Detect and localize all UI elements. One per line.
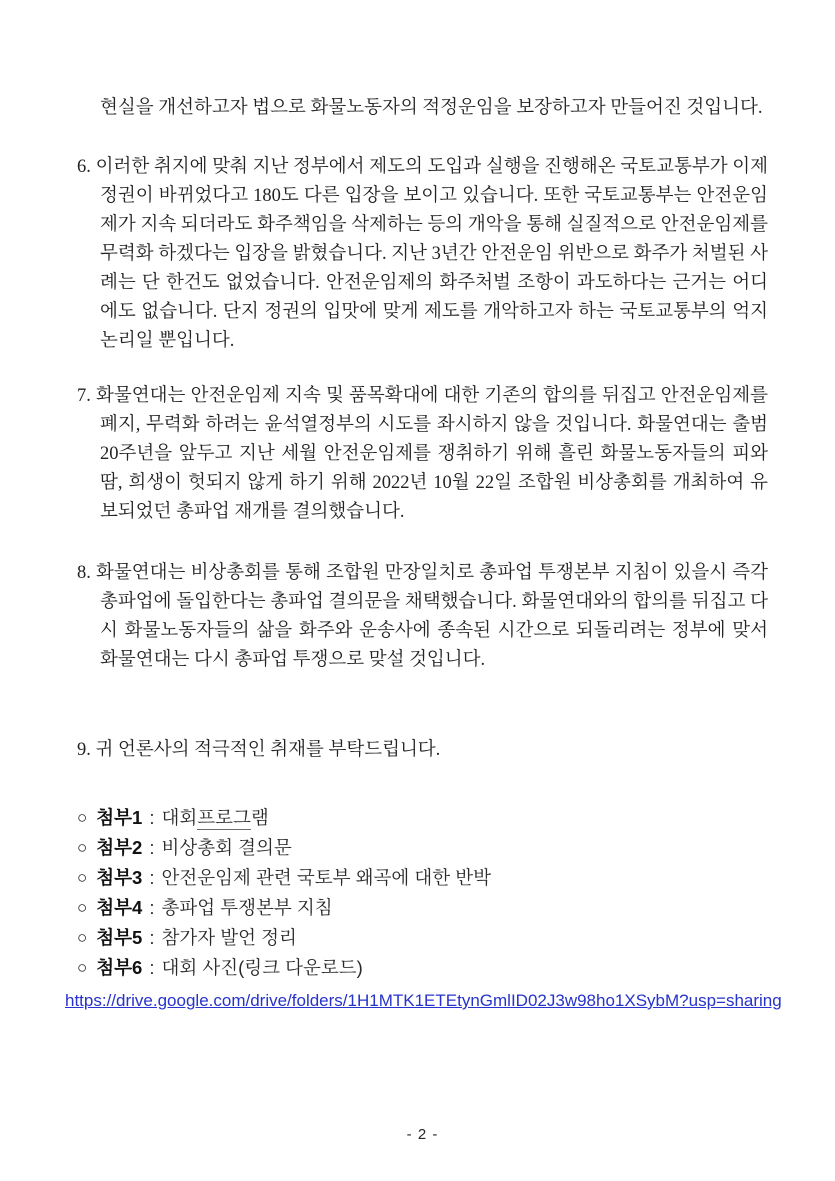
paragraph-9-text: 귀 언론사의 적극적인 취재를 부탁드립니다. bbox=[95, 740, 441, 760]
attachment-row-2 bbox=[77, 833, 768, 863]
attachment-6-label: 첨부6 bbox=[96, 957, 143, 978]
paragraph-7-text: 화물연대는 안전운임제 지속 및 품목확대에 대한 기존의 합의를 뒤집고 안전운임제를 폐지, 무력화 하려는 윤석열정부의 시도를 좌시하지 않을 것입니다. 화물연대는 출범 20주년을 앞두고 지난 세월 안전운임제를 쟁취하기 위해 흘린 화물노동자들의 피와 땀, 희생이 헛되지 않게 하기 위해 2022년 10월 22일 조합원 비상총회를 개최하여 유보되었던 총파업 재개를 결의했습니다. bbox=[96, 386, 768, 522]
attachment-3-label: 첨부3 bbox=[96, 867, 143, 888]
paragraph-8-number: 8. bbox=[77, 563, 97, 583]
circle-bullet-icon: ○ bbox=[77, 928, 88, 947]
paragraph-7 bbox=[77, 382, 768, 527]
paragraph-9 bbox=[77, 736, 768, 765]
attachment-4-text: 총파업 투쟁본부 지침 bbox=[161, 897, 333, 918]
intro-continuation-line: 현실을 개선하고자 법으로 화물노동자의 적정운임을 보장하고자 만들어진 것입니다. bbox=[100, 98, 763, 118]
attachment-1-text bbox=[161, 807, 268, 830]
drive-link-line bbox=[65, 988, 782, 1014]
paragraph-6-number: 6. bbox=[77, 157, 96, 177]
attachment-separator: : bbox=[149, 837, 155, 858]
paragraph-8 bbox=[77, 559, 768, 675]
attachment-separator: : bbox=[149, 927, 155, 948]
attachment-row-3 bbox=[77, 863, 768, 893]
attachment-row-4 bbox=[77, 893, 768, 923]
paragraph-9-number: 9. bbox=[77, 740, 96, 760]
attachment-row-5 bbox=[77, 923, 768, 953]
attachment-1-text-post: 램 bbox=[250, 807, 269, 828]
circle-bullet-icon: ○ bbox=[77, 958, 88, 977]
attachment-2-text: 비상총회 결의문 bbox=[161, 837, 292, 858]
attachment-row-1 bbox=[77, 803, 768, 833]
attachment-separator: : bbox=[149, 897, 155, 918]
circle-bullet-icon: ○ bbox=[77, 868, 88, 887]
paragraph-6 bbox=[77, 153, 768, 356]
attachment-separator: : bbox=[149, 807, 155, 828]
attachment-2-label: 첨부2 bbox=[96, 837, 143, 858]
attachment-1-text-pre: 대회 bbox=[161, 807, 198, 828]
circle-bullet-icon: ○ bbox=[77, 898, 88, 917]
attachment-list bbox=[77, 803, 768, 983]
circle-bullet-icon: ○ bbox=[77, 838, 88, 857]
attachment-separator: : bbox=[149, 867, 155, 888]
attachment-5-text: 참가자 발언 정리 bbox=[161, 927, 297, 948]
attachment-row-6 bbox=[77, 953, 768, 983]
attachment-1-label: 첨부1 bbox=[96, 807, 143, 828]
drive-folder-link[interactable]: https://drive.google.com/drive/folders/1H1MTK1ETEtynGmlID02J3w98ho1XSybM?usp=sharing bbox=[65, 991, 782, 1010]
page-number: - 2 - bbox=[406, 1126, 439, 1143]
attachment-separator: : bbox=[149, 957, 155, 978]
attachment-4-label: 첨부4 bbox=[96, 897, 143, 918]
paragraph-6-text: 이러한 취지에 맞춰 지난 정부에서 제도의 도입과 실행을 진행해온 국토교통부가 이제 정권이 바뀌었다고 180도 다른 입장을 보이고 있습니다. 또한 국토교통부는 안전운임제가 지속 되더라도 화주책임을 삭제하는 등의 개악을 통해 실질적으로 안전운임제를 무력화 하겠다는 입장을 밝혔습니다. 지난 3년간 안전운임 위반으로 화주가 처벌된 사례는 단 한건도 없었습니다. 안전운임제의 화주처벌 조항이 과도하다는 근거는 어디에도 없습니다. 단지 정권의 입맛에 맞게 제도를 개악하고자 하는 국토교통부의 억지 논리일 뿐입니다. bbox=[95, 157, 768, 351]
circle-bullet-icon: ○ bbox=[77, 808, 88, 827]
attachment-1-text-marked: 프로그 bbox=[197, 807, 251, 828]
attachment-6-text: 대회 사진(링크 다운로드) bbox=[161, 957, 363, 978]
attachment-5-label: 첨부5 bbox=[96, 927, 143, 948]
attachment-3-text: 안전운임제 관련 국토부 왜곡에 대한 반박 bbox=[161, 867, 491, 888]
paragraph-7-number: 7. bbox=[77, 386, 97, 406]
paragraph-8-text: 화물연대는 비상총회를 통해 조합원 만장일치로 총파업 투쟁본부 지침이 있을시 즉각 총파업에 돌입한다는 총파업 결의문을 채택했습니다. 화물연대와의 합의를 뒤집고 다시 화물노동자들의 삶을 화주와 운송사에 종속된 시간으로 되돌리려는 정부에 맞서 화물연대는 다시 총파업 투쟁으로 맞설 것입니다. bbox=[96, 563, 768, 670]
